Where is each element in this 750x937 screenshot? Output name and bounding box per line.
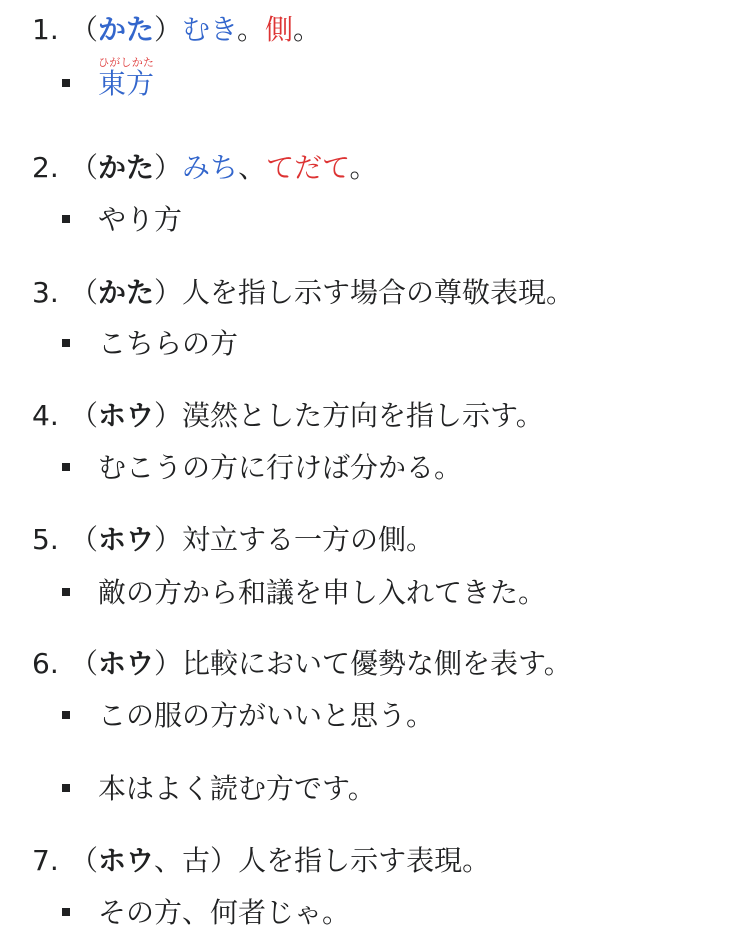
paren-open: （ xyxy=(70,13,99,46)
paren-close: ） xyxy=(154,523,183,556)
ruby-example[interactable] xyxy=(98,56,155,100)
definition-3 xyxy=(32,275,574,311)
paren-close: ） xyxy=(154,151,183,184)
paren-close: ） xyxy=(154,13,183,46)
example-6-1 xyxy=(62,698,434,734)
link-michi[interactable]: みち xyxy=(182,151,239,184)
example-text: その方、何者じゃ。 xyxy=(98,896,351,929)
definition-number: 6. xyxy=(32,647,59,680)
example-4-1 xyxy=(62,450,462,486)
definition-text: 対立する一方の側。 xyxy=(182,523,435,556)
ruby-reading: ひがしかた xyxy=(98,56,154,69)
punct: 。 xyxy=(236,13,265,46)
example-text: 本はよく読む方です。 xyxy=(98,772,376,805)
paren-open: （ xyxy=(70,151,99,184)
example-text: 敵の方から和議を申し入れてきた。 xyxy=(98,576,547,609)
definition-text: 漠然とした方向を指し示す。 xyxy=(182,399,544,432)
paren-open: （ xyxy=(70,276,99,309)
reading: ホウ xyxy=(98,647,155,680)
bullet-icon xyxy=(62,908,70,916)
definition-text: 人を指し示す場合の尊敬表現。 xyxy=(182,276,575,309)
paren-close: ） xyxy=(210,844,239,877)
reading: ホウ xyxy=(98,844,155,877)
example-1-1 xyxy=(62,56,154,102)
ruby-base[interactable]: 東方 xyxy=(98,67,155,100)
paren-close: ） xyxy=(154,399,183,432)
paren-open: （ xyxy=(70,399,99,432)
bullet-icon xyxy=(62,784,70,792)
punct: 。 xyxy=(349,151,378,184)
paren-close: ） xyxy=(154,276,183,309)
definition-number: 5. xyxy=(32,523,59,556)
definition-text: 人を指し示す表現。 xyxy=(238,844,491,877)
example-3-1 xyxy=(62,326,238,362)
definition-2 xyxy=(32,150,378,186)
punct: 、 xyxy=(238,151,267,184)
example-text: むこうの方に行けば分かる。 xyxy=(98,451,463,484)
bullet-icon xyxy=(62,79,70,87)
definition-number: 2. xyxy=(32,151,59,184)
definition-number: 7. xyxy=(32,844,59,877)
definition-5 xyxy=(32,522,434,558)
example-6-2 xyxy=(62,771,376,807)
definition-1 xyxy=(32,12,321,48)
definition-number: 3. xyxy=(32,276,59,309)
definition-number: 4. xyxy=(32,399,59,432)
reading: ホウ xyxy=(98,399,155,432)
definition-7 xyxy=(32,843,490,879)
bullet-icon xyxy=(62,588,70,596)
example-5-1 xyxy=(62,575,546,611)
definition-text: 比較において優勢な側を表す。 xyxy=(182,647,572,680)
link-gawa[interactable]: 側 xyxy=(264,13,293,46)
link-tedate[interactable]: てだて xyxy=(266,151,350,184)
bullet-icon xyxy=(62,711,70,719)
example-text: やり方 xyxy=(98,203,183,236)
example-7-1 xyxy=(62,895,350,931)
reading[interactable]: かた xyxy=(98,13,155,46)
example-text: こちらの方 xyxy=(98,327,239,360)
bullet-icon xyxy=(62,463,70,471)
paren-open: （ xyxy=(70,523,99,556)
paren-open: （ xyxy=(70,647,99,680)
link-muki[interactable]: むき xyxy=(182,13,237,46)
reading-extra: 、古 xyxy=(154,844,211,877)
reading: かた xyxy=(98,276,155,309)
bullet-icon xyxy=(62,339,70,347)
reading: ホウ xyxy=(98,523,155,556)
example-text: この服の方がいいと思う。 xyxy=(98,699,435,732)
paren-close: ） xyxy=(154,647,183,680)
punct: 。 xyxy=(292,13,321,46)
definition-6 xyxy=(32,646,572,682)
reading: かた xyxy=(98,151,155,184)
bullet-icon xyxy=(62,215,70,223)
definition-number: 1. xyxy=(32,13,59,46)
paren-open: （ xyxy=(70,844,99,877)
definition-4 xyxy=(32,398,544,434)
example-2-1 xyxy=(62,202,182,238)
